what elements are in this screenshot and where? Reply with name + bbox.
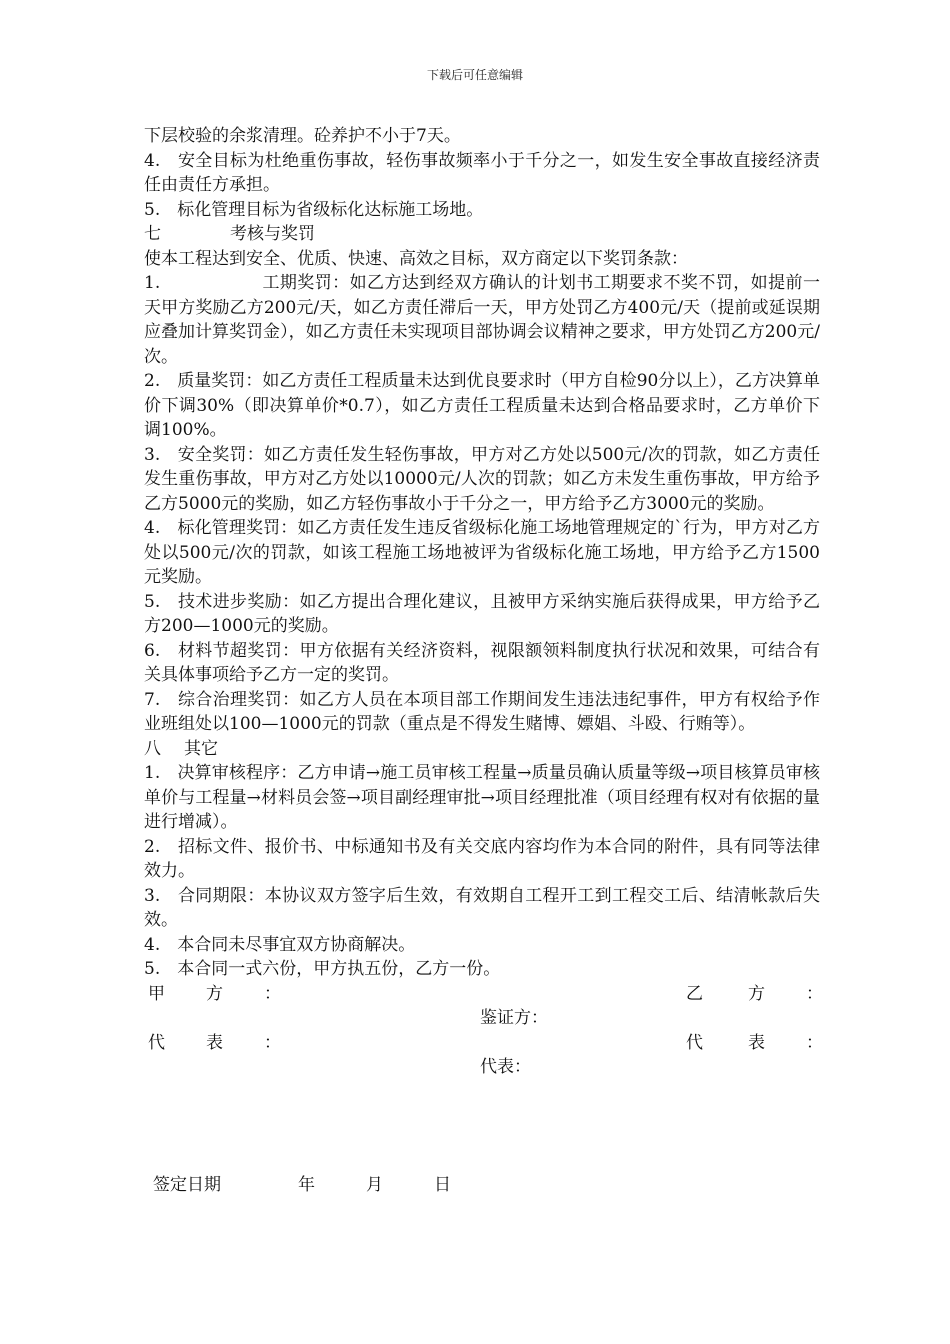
year-label: 年 [298, 1175, 315, 1195]
clause-text: 工期奖罚：如乙方达到经双方确认的计划书工期要求不奖不罚，如提前一天甲方奖励乙方200元/天，如乙方责任滞后一天，甲方处罚乙方400元/天（提前或延误期应叠加计算奖罚金），如乙方责任未实现项目部协调会议精神之要求，甲方处罚乙方200元/次。 [144, 273, 820, 367]
contract-body [144, 124, 823, 1080]
party-a-char-1: 甲 [148, 983, 165, 1004]
section-title: 考核与奖罚 [230, 224, 315, 244]
rep-b-char-2: 表 [748, 1032, 765, 1053]
signing-date-line [153, 1170, 451, 1195]
clause: 2. 招标文件、报价书、中标通知书及有关交底内容均作为本合同的附件，具有同等法律效力。 [144, 836, 820, 881]
page-header: 下载后可任意编辑 [426, 68, 523, 82]
clause: 4. 本合同未尽事宜双方协商解决。 [144, 934, 416, 955]
section-number: 七 [144, 224, 161, 244]
witness-line [144, 1006, 820, 1031]
clause: 3. 安全奖罚：如乙方责任发生轻伤事故，甲方对乙方处以500元/次的罚款，如乙方责任发生重伤事故，甲方对乙方处以10000元/人次的罚款；如乙方未发生重伤事故，甲方给予乙方5000元的奖励，如乙方轻伤事故小于千分之一，甲方给予乙方3000元的奖励。 [144, 444, 820, 514]
section-number: 八 [144, 738, 161, 759]
party-a-colon: ： [264, 983, 281, 1004]
rep-a-char-2: 表 [206, 1032, 223, 1053]
clause: 2. 质量奖罚：如乙方责任工程质量未达到优良要求时（甲方自检90分以上），乙方决算单价下调30%（即决算单价*0.7），如乙方责任工程质量未达到合格品要求时，乙方单价下调100%。 [144, 371, 820, 440]
rep-a-char-1: 代 [148, 1032, 165, 1053]
clause: 1. 决算审核程序：乙方申请→施工员审核工程量→质量员确认质量等级→项目核算员审核单价与工程量→材料员会签→项目副经理审批→项目经理批准（项目经理有权对有依据的量进行增减）。 [144, 763, 820, 832]
party-b-colon: ： [806, 983, 823, 1004]
rep-b-colon: ： [806, 1032, 823, 1053]
clause: 4. 标化管理奖罚：如乙方责任发生违反省级标化施工场地管理规定的`行为，甲方对乙方处以500元/次的罚款，如该工程施工场地被评为省级标化施工场地，甲方给予乙方1500元奖励。 [144, 518, 820, 587]
clause: 5. 本合同一式六份，甲方执五份，乙方一份。 [144, 959, 501, 979]
rep-a-colon: ： [264, 1032, 281, 1053]
party-b-char-1: 乙 [686, 983, 703, 1004]
witness-label: 鉴证方： [480, 1008, 548, 1028]
section-title: 其它 [184, 738, 218, 759]
clause-1 [144, 271, 820, 369]
party-a-char-2: 方 [206, 983, 223, 1004]
paragraph: 5. 标化管理目标为省级标化达标施工场地。 [144, 199, 484, 220]
paragraph: 4. 安全目标为杜绝重伤事故，轻伤事故频率小于千分之一，如发生安全事故直接经济责任由责任方承担。 [144, 150, 820, 195]
signing-date-label: 签定日期 [153, 1175, 221, 1195]
section-heading-7 [144, 222, 820, 247]
witness-rep-line [144, 1055, 820, 1080]
paragraph: 下层校验的余浆清理。砼养护不小于7天。 [144, 126, 461, 146]
paragraph: 使本工程达到安全、优质、快速、高效之目标，双方商定以下奖罚条款： [144, 248, 688, 269]
day-label: 日 [434, 1175, 451, 1195]
clause: 6. 材料节超奖罚：甲方依据有关经济资料，视限额领料制度执行状况和效果，可结合有关具体事项给予乙方一定的奖罚。 [144, 640, 820, 685]
party-b-char-2: 方 [748, 983, 765, 1004]
rep-line [144, 1031, 823, 1056]
section-heading-8 [144, 737, 820, 762]
month-label: 月 [366, 1175, 383, 1195]
clause: 5. 技术进步奖励：如乙方提出合理化建议，且被甲方采纳实施后获得成果，甲方给予乙方200—1000元的奖励。 [144, 591, 820, 636]
witness-rep-label: 代表： [480, 1057, 531, 1077]
clause-number: 1. [144, 273, 161, 293]
party-line [144, 982, 823, 1007]
rep-b-char-1: 代 [686, 1032, 703, 1053]
clause: 7. 综合治理奖罚：如乙方人员在本项目部工作期间发生违法违纪事件，甲方有权给予作业班组处以100—1000元的罚款（重点是不得发生赌博、嫖娼、斗殴、行贿等）。 [144, 689, 820, 734]
clause: 3. 合同期限：本协议双方签字后生效，有效期自工程开工到工程交工后、结清帐款后失效。 [144, 885, 820, 930]
